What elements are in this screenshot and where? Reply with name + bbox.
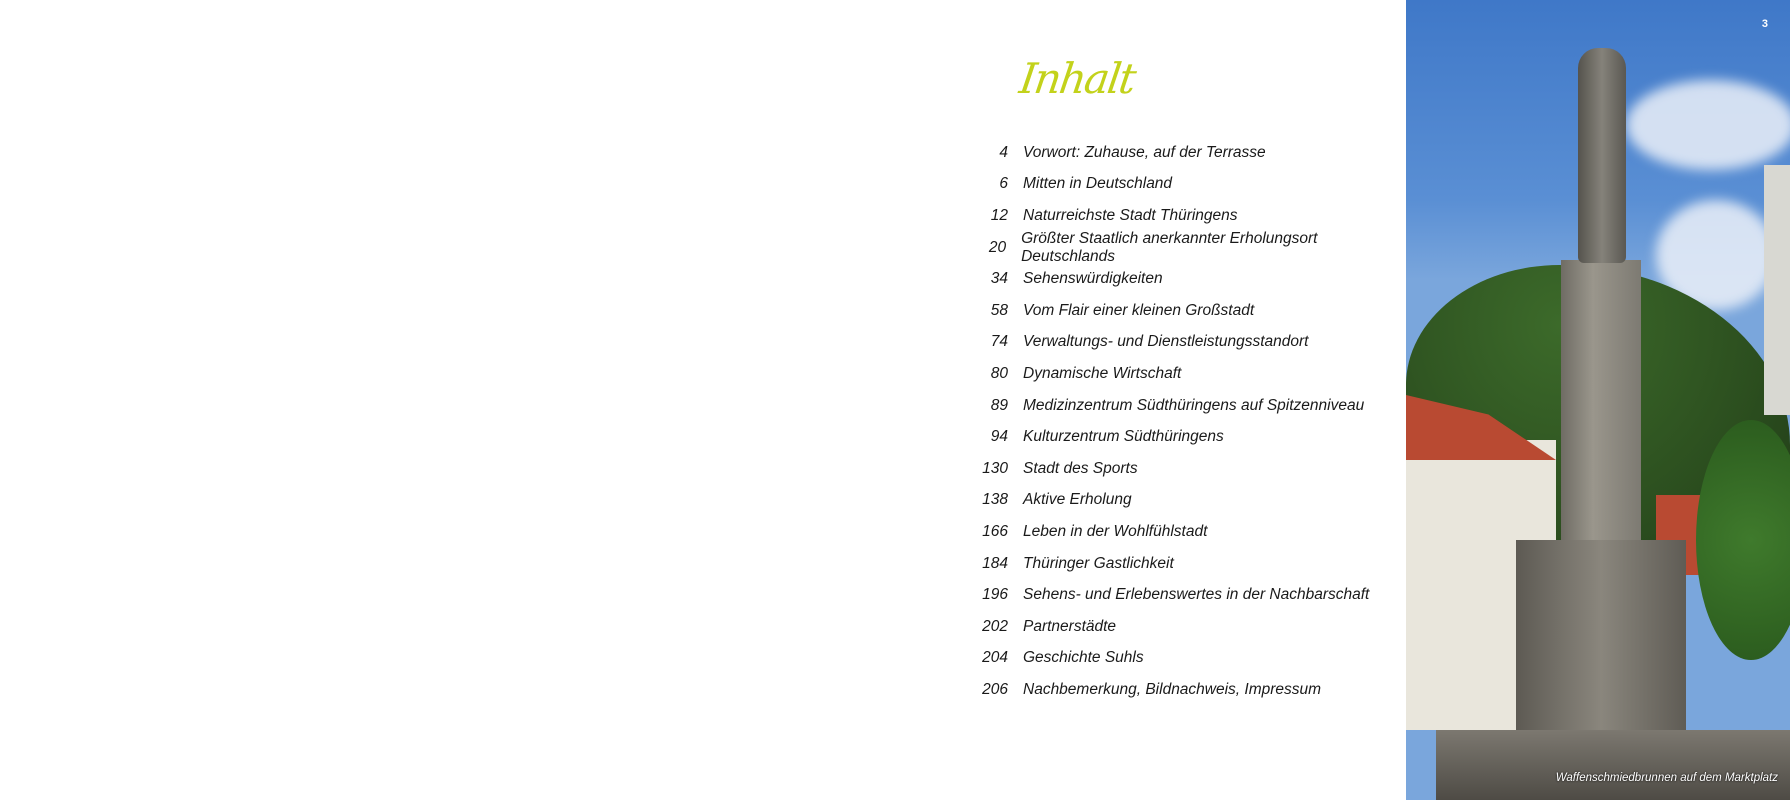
toc-page-number: 58: [990, 301, 1008, 319]
toc-page-number: 74: [990, 333, 1008, 351]
toc-label: Größter Staatlich anerkannter Erholungsort Deutschlands: [1021, 229, 1318, 265]
toc-page-number: 89: [990, 396, 1008, 414]
toc-page-number: 184: [982, 554, 1008, 572]
toc-label: Partnerstädte: [1023, 617, 1117, 635]
toc-page-number: 204: [982, 649, 1008, 667]
toc-page-number: 196: [982, 586, 1008, 604]
toc-entry: [960, 295, 1400, 327]
toc-page-number: 94: [990, 428, 1008, 446]
toc-entry: [960, 674, 1400, 706]
toc-entry: [960, 137, 1400, 169]
toc-entry: [960, 548, 1400, 580]
toc-label: Nachbemerkung, Bildnachweis, Impressum: [1023, 680, 1322, 698]
toc-entry: [960, 421, 1400, 453]
toc-page-number: 202: [982, 617, 1008, 635]
toc-entry: [960, 516, 1400, 548]
toc-label: Dynamische Wirtschaft: [1023, 364, 1182, 382]
toc-entry: [960, 579, 1400, 611]
table-of-contents: [960, 137, 1400, 706]
toc-label: Vorwort: Zuhause, auf der Terrasse: [1023, 143, 1266, 161]
toc-label: Mitten in Deutschland: [1023, 175, 1173, 193]
toc-entry: [960, 453, 1400, 485]
toc-label: Vom Flair einer kleinen Großstadt: [1023, 301, 1255, 319]
toc-entry: [960, 263, 1400, 295]
toc-label: Aktive Erholung: [1023, 491, 1132, 509]
toc-page-number: 206: [982, 680, 1008, 698]
toc-label: Leben in der Wohlfühlstadt: [1023, 522, 1208, 540]
toc-entry: [960, 643, 1400, 675]
toc-page-number: 20: [988, 238, 1007, 256]
toc-page-number: 4: [999, 143, 1008, 161]
toc-label: Sehens- und Erlebenswertes in der Nachbarschaft: [1023, 586, 1370, 604]
toc-entry: [960, 611, 1400, 643]
toc-entry: [960, 358, 1400, 390]
page-title: Inhalt: [1016, 54, 1138, 103]
toc-label: Thüringer Gastlichkeit: [1023, 554, 1174, 572]
toc-label: Verwaltungs- und Dienstleistungsstandort: [1023, 333, 1309, 351]
toc-entry: [960, 229, 1400, 265]
toc-entry: [960, 200, 1400, 232]
toc-page-number: 138: [982, 491, 1008, 509]
toc-page-number: 80: [990, 364, 1008, 382]
toc-label: Naturreichste Stadt Thüringens: [1023, 206, 1238, 224]
toc-page-number: 34: [990, 270, 1008, 288]
toc-page-number: 166: [982, 522, 1008, 540]
toc-label: Geschichte Suhls: [1023, 649, 1144, 667]
photo-caption: Waffenschmiedbrunnen auf dem Marktplatz: [1555, 772, 1778, 784]
toc-label: Kulturzentrum Südthüringens: [1023, 428, 1224, 446]
toc-entry: [960, 169, 1400, 201]
toc-label: Medizinzentrum Südthüringens auf Spitzenniveau: [1023, 396, 1365, 414]
toc-page-number: 130: [982, 459, 1008, 477]
toc-page-number: 12: [990, 206, 1008, 224]
fountain-photo: [1406, 0, 1790, 800]
toc-entry: [960, 390, 1400, 422]
toc-label: Sehenswürdigkeiten: [1023, 270, 1163, 288]
toc-entry: [960, 327, 1400, 359]
toc-label: Stadt des Sports: [1023, 459, 1138, 477]
toc-entry: [960, 485, 1400, 517]
page-number: 3: [1761, 18, 1768, 30]
toc-page-number: 6: [999, 175, 1008, 193]
